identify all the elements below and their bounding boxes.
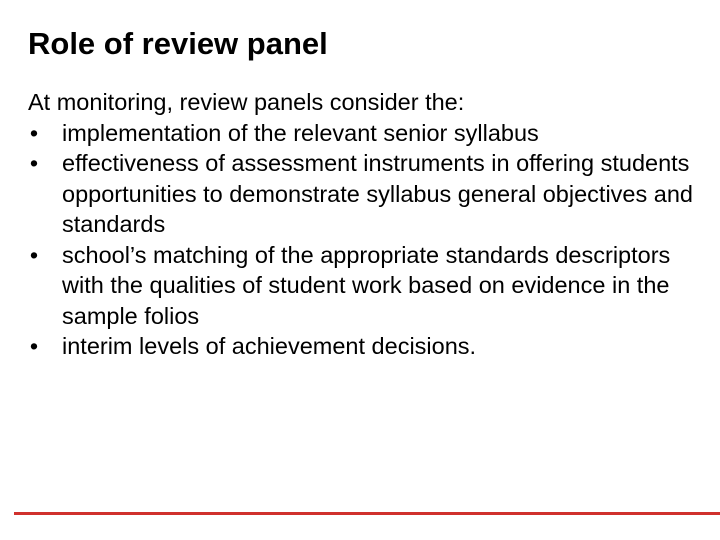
bullet-item <box>28 118 708 149</box>
footer-accent-line <box>14 512 720 515</box>
bullet-text: implementation of the relevant senior syllabus <box>62 119 539 146</box>
bullet-list <box>28 118 708 362</box>
bullet-icon: • <box>29 333 39 359</box>
slide-body <box>28 87 708 362</box>
bullet-icon: • <box>29 150 39 176</box>
bullet-text: interim levels of achievement decisions. <box>62 333 477 359</box>
bullet-icon: • <box>29 241 39 268</box>
bullet-text: school’s matching of the appropriate standards descriptors with the qualities of student work based on evidence in the sample folios <box>62 241 671 329</box>
intro-text: At monitoring, review panels consider the: <box>28 89 465 115</box>
bullet-icon: • <box>29 119 39 146</box>
bullet-text: effectiveness of assessment instruments in offering students opportunities to demonstrate syllabus general objectives and standards <box>62 150 693 237</box>
bullet-item <box>28 331 708 362</box>
slide-title: Role of review panel <box>28 26 328 61</box>
bullet-item <box>28 148 708 240</box>
bullet-item <box>28 240 708 332</box>
